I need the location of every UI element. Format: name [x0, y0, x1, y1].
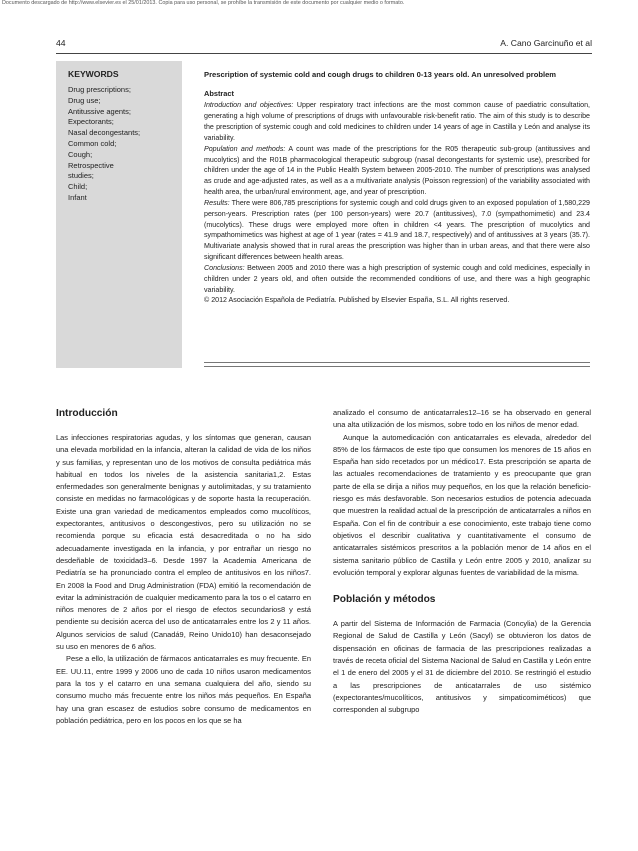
keyword-item: Drug use;	[68, 95, 101, 105]
body-paragraph: A partir del Sistema de Información de Farmacia (Concylia) de la Gerencia Regional de Salud de Castilla y León (Sacyl) se obtuvieron los datos de dispensación en oficinas de farmacia de las prescripciones realizadas a través de receta oficial del Sistema Nacional de Salud en Castilla y León entre el 1 de enero del 2005 y el 31 de diciembre del 2010. Se restringió el estudio a las prescripciones de anticatarrales de uso sistémico (expectorantes/mucolíticos, antitusivos y simpaticomiméticos) que corresponden al subgrupo	[333, 619, 591, 715]
section-heading-poblacion: Población y métodos	[333, 594, 436, 606]
copyright-line: © 2012 Asociación Española de Pediatría. Published by Elsevier España, S.L. All rights reserved.	[204, 296, 510, 305]
abstract-section	[204, 144, 590, 198]
keyword-item: Antitussive agents;	[68, 106, 131, 116]
body-column-right	[333, 407, 591, 717]
header-rule	[56, 53, 592, 54]
download-notice: Documento descargado de http://www.elsevier.es el 25/01/2013. Copia para uso personal, se prohíbe la transmisión de este documento por cualquier medio o formato.	[2, 0, 405, 6]
keyword-item: Expectorants;	[68, 117, 114, 127]
abstract-section-label: Population and methods:	[204, 144, 286, 153]
abstract-section-label: Conclusions:	[204, 263, 245, 272]
keyword-item: Cough;	[68, 149, 93, 159]
keyword-item: studies;	[68, 171, 94, 181]
keyword-item: Child;	[68, 182, 88, 192]
body-paragraph: analizado el consumo de anticatarrales12–16 se ha observado en general una alta utilización de los mismos, sobre todo en los niños de menor edad.	[333, 408, 591, 430]
abstract-section-text: A count was made of the prescriptions for the R05 therapeutic sub-group (antitussives and mucolytics) and the R01B pharmacological therapeutic subgroup (nasal decongestants for systemic use), prescribed for children under the age of 14 in the Public Health System between 2005-2010. The number of prescriptions was analysed as crude and age-adjusted rates, as well as a a multivariate analysis (Poisson regression) of the variability associated with health area, the urban/rural environment, age, and year of prescription.	[204, 144, 591, 197]
keyword-item: Retrospective	[68, 160, 114, 170]
body-paragraph: Las infecciones respiratorias agudas, y los síntomas que generan, causan una elevada morbilidad en la infancia, alteran la calidad de vida de los niños y sus familias, y representan uno de los motivos de consulta pediátrica más habitual en todos los niveles de la asistencia sanitaria1,2. Estas enfermedades son generalmente benignas y autolimitadas, y su tratamiento consiste en medidas no farmacológicas y de soporte hasta la recuperación. Existe una gran variedad de medicamentos empleados como mucolíticos, expectorantes, antitusivos o descongestivos, pero su utilización no se recomienda porque su eficacia está desacreditada o no ha sido adecuadamente investigada en la infancia, y por entrañar un riesgo no desdeñable de toxicidad3–6. Desde 1997 la Academia Americana de Pediatría se ha pronunciado contra el empleo de antitusivos en los niños7. En 2008 la Food and Drug Administration (FDA) emitió la recomendación de evitar la administración de cualquier medicamento para la tos o el catarro en niños menores de 2 años por el riesgo de efectos secundarios8 y está pendiente su decisión acerca del uso de anticatarrales entre los 2 y 11 años. Algunos servicios de salud (Canadá9, Reino Unido10) han desaconsejado su uso en menores de 6 años.	[56, 433, 311, 652]
keywords-list	[68, 85, 178, 204]
abstract-section	[204, 198, 590, 263]
abstract-section-text: Upper respiratory tract infections are the most common cause of paediatric consultation, generating a high volume of prescriptions of drugs with unfavourable risk-benefit ratio. The aim of this study is to describe the prescription of systemic cough and cold medicines to children under 14 years of age in Castilla y León and analyse its variability.	[204, 101, 590, 142]
running-head-authors: A. Cano Garcinuño et al	[500, 38, 592, 48]
abstract-section-label: Results:	[204, 198, 230, 207]
keyword-item: Infant	[68, 192, 87, 202]
section-heading-introduccion: Introducción	[56, 408, 118, 419]
keyword-item: Nasal decongestants;	[68, 128, 141, 138]
abstract-rule	[204, 362, 590, 363]
body-column-left	[56, 407, 311, 727]
article-title-english: Prescription of systemic cold and cough drugs to children 0-13 years old. An unresolved problem	[204, 70, 557, 79]
body-paragraph: Pese a ello, la utilización de fármacos anticatarrales es muy frecuente. En EE. UU.11, entre 1999 y 2006 uno de cada 10 niños usaron medicamentos para la tos y el catarro en una semana cualquiera del año, siendo su consumo mucho más frecuente entre los niños más pequeños. En España hay una gran escasez de estudios sobre consumo de medicamentos en población pediátrica, pero en los pocos en los que se ha	[56, 654, 311, 725]
abstract-heading: Abstract	[204, 89, 234, 99]
keywords-title: KEYWORDS	[68, 69, 119, 79]
abstract-block	[204, 69, 590, 306]
abstract-section	[204, 263, 590, 296]
abstract-section-text: Between 2005 and 2010 there was a high prescription of systemic cough and cold medicines, especially in children under 2 years old, and often outside the recommended conditions of use, and there was a high geographic variability.	[204, 263, 590, 294]
abstract-section	[204, 100, 590, 143]
abstract-rule	[204, 366, 590, 367]
keyword-item: Drug prescriptions;	[68, 85, 131, 94]
abstract-body	[204, 100, 590, 306]
abstract-section-label: Introduction and objectives:	[204, 101, 294, 110]
body-paragraph: Aunque la automedicación con anticatarrales es elevada, alrededor del 85% de los fármacos de este tipo que consumen los menores de 15 años en España han sido recetados por un médico17. Esta prescripción se aparta de las actuales recomendaciones de tratamiento y es preocupante que gran parte de ella se dirija a niños muy pequeños, en los que la relación beneficio-riesgo es más desfavorable. Son necesarios estudios de potencia adecuada que muestren la realidad actual de la prescripción de anticatarrales a niños en España. Con el fin de contribuir a ese conocimiento, este trabajo tiene como objetivos el describir cualitativa y cuantitativamente el consumo de anticatarrales sistémicos prescritos a la población menor de 14 años en el sistema sanitario público de Castilla y León entre 2005 y 2010, analizar su evolución temporal y explorar algunas fuentes de variabilidad de la misma.	[333, 432, 591, 577]
running-head	[56, 38, 592, 51]
keyword-item: Common cold;	[68, 138, 117, 148]
page-number: 44	[56, 38, 66, 48]
abstract-section-text: There were 806,785 prescriptions for systemic cough and cold drugs given to an exposed population of 1,580,229 person-years. Prescription rates (per 100 person-years) were 20.7 (antitussives), 7.0 (sympathomimetic) and 23.4 (mucolytics). These drugs were employed more often in children <4 years. The prescription of mucolytics and sympathomimetics was highest at age of 1 year (rates = 41.9 and 18.7, respectively) and of antitussives at 3 years (35.7). Multivariate analysis showed that in rural areas the prescription was higher than in urban areas, and that there were also significant differences between health areas.	[204, 198, 590, 262]
